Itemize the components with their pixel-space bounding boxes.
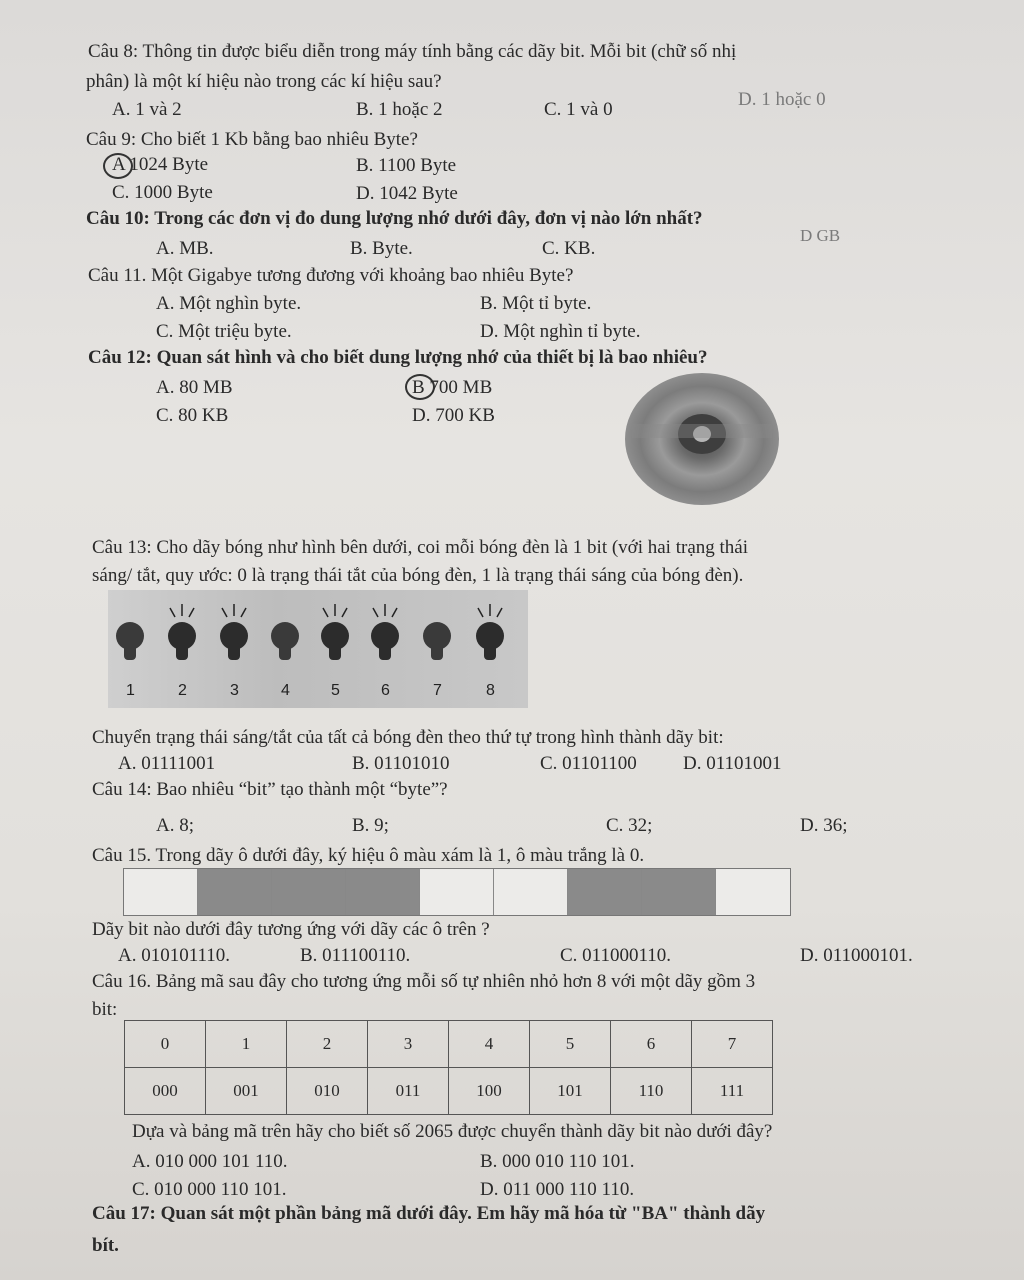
q15-title: Câu 15. Trong dãy ô dưới đây, ký hiệu ô màu xám là 1, ô màu trắng là 0. — [92, 845, 645, 866]
bulb-number: 1 — [126, 682, 135, 699]
bulb-on-icon — [476, 622, 504, 664]
bulb-number: 4 — [281, 682, 290, 699]
gray-cell — [346, 869, 420, 915]
bulb-on-icon — [321, 622, 349, 664]
q17-line1: Câu 17: Quan sát một phần bảng mã dưới đây. Em hãy mã hóa từ "BA" thành dãy — [92, 1203, 766, 1224]
q10-option-d: D GB — [800, 226, 841, 245]
white-cell — [124, 869, 198, 915]
q11-option-c: C. Một triệu byte. — [156, 321, 292, 342]
table-cell-number: 6 — [611, 1021, 692, 1068]
q11-title: Câu 11. Một Gigabye tương đương với khoảng bao nhiêu Byte? — [88, 265, 574, 286]
q16-line2: bit: — [92, 999, 118, 1020]
q16-option-d: D. 011 000 110 110. — [480, 1179, 635, 1200]
q9-option-b: B. 1100 Byte — [356, 155, 457, 176]
q16-option-c: C. 010 000 110 101. — [132, 1179, 287, 1200]
q8-option-d: D. 1 hoặc 0 — [738, 89, 826, 110]
q13-line1: Câu 13: Cho dãy bóng như hình bên dưới, coi mỗi bóng đèn là 1 bit (với hai trạng thái — [92, 537, 748, 558]
q8-option-c: C. 1 và 0 — [544, 99, 613, 120]
q8-line2: phân) là một kí hiệu nào trong các kí hiệu sau? — [86, 71, 442, 92]
q13-option-d: D. 01101001 — [683, 753, 782, 774]
bulb-number: 2 — [178, 682, 187, 699]
table-row-codes — [125, 1068, 773, 1115]
cd-disc-image — [624, 372, 780, 506]
bulb-on-icon — [371, 622, 399, 664]
q12-option-b: B 700 MB — [412, 377, 493, 398]
q9-option-d: D. 1042 Byte — [356, 183, 458, 204]
q10-option-a: A. MB. — [156, 238, 214, 259]
q10-title: Câu 10: Trong các đơn vị đo dung lượng nhớ dưới đây, đơn vị nào lớn nhất? — [86, 208, 703, 229]
q9-option-a: A 1024 Byte — [112, 154, 209, 175]
q10-option-b: B. Byte. — [350, 238, 413, 259]
table-cell-number: 2 — [287, 1021, 368, 1068]
white-cell — [420, 869, 494, 915]
bulb-number: 7 — [433, 682, 442, 699]
q14-option-a: A. 8; — [156, 815, 194, 836]
bulb-number: 6 — [381, 682, 390, 699]
gray-cell — [642, 869, 716, 915]
q9-option-c: C. 1000 Byte — [112, 182, 213, 203]
q11-option-a: A. Một nghìn byte. — [156, 293, 302, 314]
q16-line1: Câu 16. Bảng mã sau đây cho tương ứng mỗi số tự nhiên nhỏ hơn 8 với một dãy gồm 3 — [92, 971, 756, 992]
q12-option-c: C. 80 KB — [156, 405, 229, 426]
q8-line1: Câu 8: Thông tin được biểu diễn trong máy tính bằng các dãy bit. Mỗi bit (chữ số nhị — [88, 41, 737, 62]
q8-option-b: B. 1 hoặc 2 — [356, 99, 443, 120]
table-cell-code: 001 — [206, 1068, 287, 1115]
q16-option-a: A. 010 000 101 110. — [132, 1151, 288, 1172]
q12-option-a: A. 80 MB — [156, 377, 233, 398]
gray-cell — [272, 869, 346, 915]
q13-option-a: A. 01111001 — [118, 753, 216, 774]
bulb-number: 3 — [230, 682, 239, 699]
q13-line2: sáng/ tắt, quy ước: 0 là trạng thái tắt của bóng đèn, 1 là trạng thái sáng của bóng đèn). — [92, 565, 744, 586]
table-cell-number: 7 — [692, 1021, 773, 1068]
q8-option-a: A. 1 và 2 — [112, 99, 182, 120]
q11-option-b: B. Một tỉ byte. — [480, 293, 592, 314]
q14-option-d: D. 36; — [800, 815, 848, 836]
gray-cell — [198, 869, 272, 915]
bulb-number: 5 — [331, 682, 340, 699]
bulb-number: 8 — [486, 682, 495, 699]
q15-option-b: B. 011100110. — [300, 945, 411, 966]
bulb-on-icon — [220, 622, 248, 664]
q14-title: Câu 14: Bao nhiêu “bit” tạo thành một “byte”? — [92, 779, 448, 800]
q13-instruction: Chuyển trạng thái sáng/tắt của tất cả bóng đèn theo thứ tự trong hình thành dãy bit: — [92, 727, 724, 748]
table-cell-code: 100 — [449, 1068, 530, 1115]
table-cell-number: 0 — [125, 1021, 206, 1068]
q17-line2: bít. — [92, 1235, 119, 1256]
q12-title: Câu 12: Quan sát hình và cho biết dung lượng nhớ của thiết bị là bao nhiêu? — [88, 347, 708, 368]
code-table — [124, 1020, 773, 1115]
q16-option-b: B. 000 010 110 101. — [480, 1151, 635, 1172]
q13-option-c: C. 01101100 — [540, 753, 637, 774]
table-row-numbers — [125, 1021, 773, 1068]
q15-option-d: D. 011000101. — [800, 945, 913, 966]
white-cell — [716, 869, 790, 915]
q15-option-a: A. 010101110. — [118, 945, 231, 966]
table-cell-code: 101 — [530, 1068, 611, 1115]
q10-option-c: C. KB. — [542, 238, 596, 259]
q16-question: Dựa và bảng mã trên hãy cho biết số 2065 được chuyển thành dãy bit nào dưới đây? — [132, 1121, 773, 1142]
bulb-off-icon — [116, 622, 144, 664]
q14-option-c: C. 32; — [606, 815, 653, 836]
table-cell-code: 110 — [611, 1068, 692, 1115]
bit-cells-row — [123, 868, 791, 916]
gray-cell — [568, 869, 642, 915]
table-cell-number: 4 — [449, 1021, 530, 1068]
q12-option-d: D. 700 KB — [412, 405, 495, 426]
q11-option-d: D. Một nghìn tỉ byte. — [480, 321, 641, 342]
q14-option-b: B. 9; — [352, 815, 389, 836]
white-cell — [494, 869, 568, 915]
bulb-on-icon — [168, 622, 196, 664]
table-cell-code: 010 — [287, 1068, 368, 1115]
bulb-row-image — [108, 590, 528, 708]
table-cell-code: 111 — [692, 1068, 773, 1115]
bulb-off-icon — [423, 622, 451, 664]
q9-title: Câu 9: Cho biết 1 Kb bằng bao nhiêu Byte? — [86, 129, 418, 150]
q15-question: Dãy bit nào dưới đây tương ứng với dãy các ô trên ? — [92, 919, 490, 940]
q13-option-b: B. 01101010 — [352, 753, 450, 774]
table-cell-number: 5 — [530, 1021, 611, 1068]
table-cell-number: 1 — [206, 1021, 287, 1068]
bulb-off-icon — [271, 622, 299, 664]
table-cell-code: 000 — [125, 1068, 206, 1115]
table-cell-number: 3 — [368, 1021, 449, 1068]
q15-option-c: C. 011000110. — [560, 945, 672, 966]
table-cell-code: 011 — [368, 1068, 449, 1115]
